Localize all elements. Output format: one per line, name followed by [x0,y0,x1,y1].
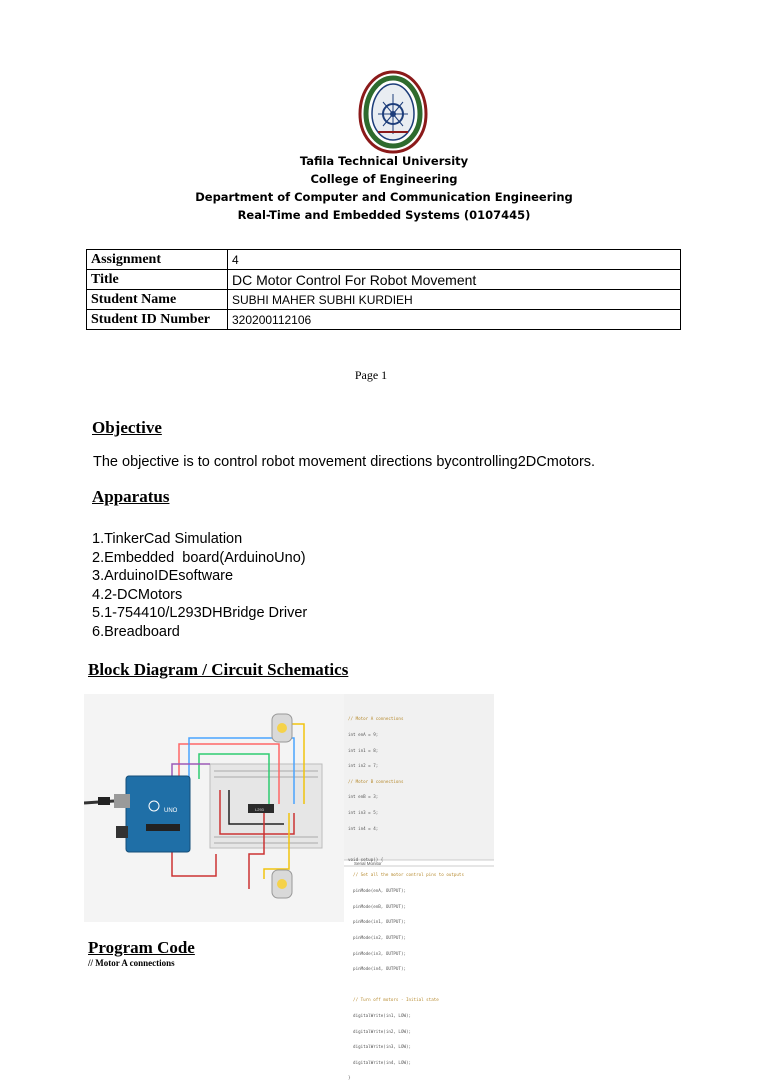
code-line [348,841,490,846]
university-name: Tafila Technical University [299,154,469,168]
table-row [87,250,681,270]
code-line: digitalWrite(in2, LOW); [348,1028,412,1034]
apparatus-list [92,530,307,641]
table-row [87,270,681,290]
code-line: pinMode(in2, OUTPUT); [348,934,406,940]
student-name-value: SUBHI MAHER SUBHI KURDIEH [228,290,681,310]
course-name: Real-Time and Embedded Systems (0107445) [237,208,531,222]
list-item: 1.TinkerCad Simulation [92,531,243,547]
department-name: Department of Computer and Communication Engineering [195,190,573,204]
student-id-label: Student ID Number [87,310,228,330]
board-label: UNO [164,808,178,814]
list-item: 3.ArduinoIDEsoftware [92,568,234,584]
objective-text: The objective is to control robot movement directions bycontrolling2DCmotors. [93,454,596,470]
apparatus-heading: Apparatus [92,487,170,506]
assignment-info-table [86,249,681,330]
list-item: 2.Embedded board(ArduinoUno) [92,549,306,566]
code-line: pinMode(in4, OUTPUT); [348,966,406,972]
code-line: int in4 = 4; [348,825,379,831]
code-line [348,982,490,987]
page-number: Page 1 [354,368,388,382]
list-item: 4.2-DCMotors [92,586,183,603]
serial-monitor-tab[interactable]: Serial Monitor [354,861,382,866]
arduino-board-icon [126,776,190,852]
code-line: int enA = 9; [348,732,379,738]
assignment-value: 4 [228,250,681,270]
list-item: 5.1-754410/L293DHBridge Driver [92,605,308,621]
university-logo [356,70,430,154]
assignment-label: Assignment [87,250,228,270]
student-name-label: Student Name [87,290,228,310]
chip-label: L293 [255,807,264,812]
code-line: pinMode(in1, OUTPUT); [348,919,406,925]
code-line: digitalWrite(in3, LOW); [348,1044,412,1050]
code-line: pinMode(enA, OUTPUT); [348,888,406,894]
table-row [87,290,681,310]
list-item: 6.Breadboard [92,623,180,640]
code-line: } [348,1075,351,1081]
code-line: void setup() { [348,856,384,862]
block-diagram-heading: Block Diagram / Circuit Schematics [88,660,349,679]
code-line: // Motor B connections [348,778,404,784]
code-line: digitalWrite(in1, LOW); [348,1012,412,1018]
code-line: int in3 = 5; [348,810,379,816]
title-value: DC Motor Control For Robot Movement [228,270,681,290]
table-row [87,310,681,330]
code-line: // Motor A connections [348,716,404,722]
college-name: College of Engineering [310,172,458,186]
code-line: // Set all the motor control pins to outputs [348,872,464,878]
objective-heading: Objective [92,418,162,437]
dc-motor-icon [272,714,292,742]
code-editor-pane [348,706,490,1091]
code-line: // Turn off motors - Initial state [348,997,439,1003]
title-label: Title [87,270,228,290]
dc-motor-icon [272,870,292,898]
code-line: pinMode(in3, OUTPUT); [348,950,406,956]
code-line: digitalWrite(in4, LOW); [348,1059,412,1065]
code-line: pinMode(enB, OUTPUT); [348,903,406,909]
code-line: int in1 = 8; [348,747,379,753]
code-line: int enB = 3; [348,794,379,800]
student-id-value: 320200112106 [228,310,681,330]
program-code-first-line: // Motor A connections [88,958,175,968]
university-seal-icon [356,70,430,154]
program-code-heading: Program Code [88,938,195,957]
code-line: int in2 = 7; [348,763,379,769]
